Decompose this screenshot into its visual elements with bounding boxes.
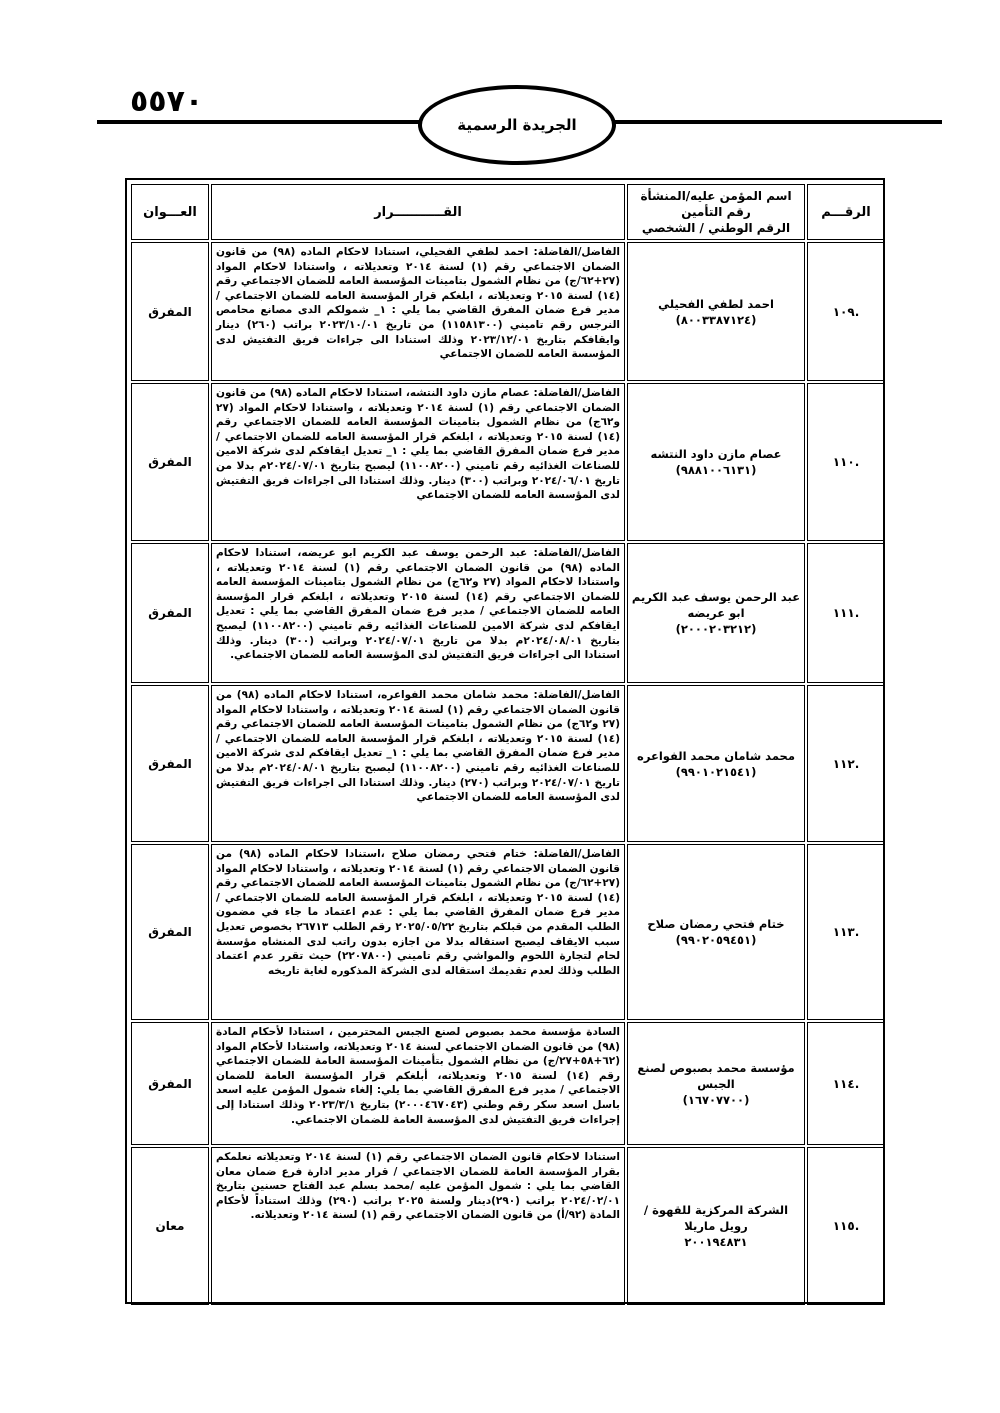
insurance-number: ٢٠٠١٩٤٨٣١	[684, 1235, 748, 1249]
decision-text: السادة مؤسسة محمد بصبوص لصنع الجبس المحترمين ، استنادا لأحكام المادة (٩٨) من قانون الضمان الاجتماعي لسنة ٢٠١٤ وتعديلاته، واستنادا لأحكام المواد (٦٢+٥٨+٢٧/ج) من نظام الشمول بتأمينات المؤسسة العامة للضمان الاجتماعي رقم (١٤) لسنة ٢٠١٥ وتعديلاته، أبلغكم قرار المؤسسة العامة للضمان الاجتماعي / مدير فرع المفرق القاضي بما يلي: إلغاء شمول المؤمن عليه اسعد باسل اسعد سكر رقم وطني (٢٠٠٠٤٦٧٠٤٣) بتاريخ ٢٠٢٣/٣/١ وذلك استنادا إلى إجراءات فريق التفتيش لدى المؤسسة العامة للضمان الاجتماعي.	[216, 1026, 620, 1126]
insured-name: عبد الرحمن يوسف عبد الكريم ابو عريضه	[631, 590, 801, 620]
row-address: المفرق	[131, 543, 209, 683]
row-address: المفرق	[131, 383, 209, 541]
row-name-cell	[627, 543, 805, 683]
decision-text: استنادا لاحكام قانون الضمان الاجتماعي رقم (١) لسنة ٢٠١٤ وتعديلاته نعلمكم بقرار المؤسسة العامة للضمان الاجتماعي / قرار مدير ادارة فرع ضمان معان القاضي بما يلي : شمول المؤمن عليه /محمد بسلم عبد الفتاح حسنين بتاريخ ٢٠٢٤/٠٢/٠١ براتب (٢٩٠)دينار ولسنة ٢٠٢٥ براتب (٢٩٠) وذلك استناداً لأحكام المادة (٩٢/أ) من قانون الضمان الاجتماعي رقم (١) لسنة ٢٠١٤ وتعديلاته.	[216, 1151, 620, 1222]
col-header-name	[627, 184, 805, 240]
row-address: معان	[131, 1147, 209, 1305]
gazette-title: الجريدة الرسمية	[457, 116, 577, 134]
decision-cell	[211, 242, 625, 381]
decision-text: الفاضل/الفاضلة: احمد لطفي الفحيلي، استنادا لاحكام الماده (٩٨) من قانون الضمان الاجتماعي رقم (١) لسنة ٢٠١٤ وتعديلاته ، واستنادا لاحكام المواد (٢٧+٦٢/ج) من نظام الشمول بتامينات المؤسسة العامه للضمان الاجتماعي رقم (١٤) لسنة ٢٠١٥ وتعديلاته ، ابلغكم قرار المؤسسة العامه للضمان الاجتماعي / مدير فرع ضمان المفرق القاضي بما يلي : ١_ شمولكم الدى مصانع محامص النرجس رقم تاميني (١١٥٨١٣٠٠) من تاريخ ٢٠٢٣/١٠/٠١ براتب (٢٦٠) دينار وايقافكم بتاريخ ٢٠٢٣/١٢/٠١ وذلك استنادا الى جراءات فريق التفتيش لدى المؤسسة العامه للضمان الاجتماعي	[216, 246, 620, 361]
decisions-table	[129, 182, 887, 1307]
decision-cell	[211, 383, 625, 541]
table-row	[131, 1022, 885, 1145]
row-number: .١١٣	[807, 844, 885, 1020]
col-header-decision: القـــــــــــرار	[211, 184, 625, 240]
col-header-name-line1: اسم المؤمن عليه/المنشأة	[640, 189, 792, 203]
row-number: .١٠٩	[807, 242, 885, 381]
table-row	[131, 685, 885, 842]
decision-cell	[211, 844, 625, 1020]
row-name-cell	[627, 242, 805, 381]
decision-text: الفاضل/الفاضلة: عصام مازن داود النتشه، استنادا لاحكام الماده (٩٨) من قانون الضمان الاجتماعي رقم (١) لسنة ٢٠١٤ وتعديلاته ، واستنادا لاحكام المواد (٢٧ و٦٢ج) من نظام الشمول بتامينات المؤسسة العامه للضمان الاجتماعي رقم (١٤) لسنة ٢٠١٥ وتعديلاته ، ابلغكم قرار المؤسسة العامه للضمان الاجتماعي / مدير فرع ضمان المفرق القاضي بما يلي : ١_ تعديل ايقافكم لدى شركة الامين للصناعات الغذائيه رقم تاميني (١١٠٠٨٢٠٠) ليصبح بتاريخ ٢٠٢٤/٠٧/٠١م بدلا من تاريخ ٢٠٢٤/٠٦/٠١ وبراتب (٣٠٠) دينار. وذلك استنادا الى اجراءات فريق التفتيش لدى المؤسسة العامه للضمان الاجتماعي	[216, 387, 620, 502]
table-row	[131, 1147, 885, 1305]
decisions-table-frame	[125, 178, 885, 1304]
insurance-number: (٩٩٠١٠٢١٥٤١)	[675, 764, 757, 779]
row-name-cell	[627, 383, 805, 541]
table-row	[131, 844, 885, 1020]
insurance-number: (١٦٧٠٧٧٠٠)	[682, 1092, 750, 1107]
insured-name: عصام مازن داود النتشه	[650, 447, 782, 461]
insurance-number: (٩٩٠٢٠٥٩٤٥١)	[675, 933, 757, 947]
row-address: المفرق	[131, 685, 209, 842]
col-header-name-line3: الرقم الوطني / الشخصي	[641, 221, 791, 235]
insured-name: احمد لطفي الفحيلي	[658, 296, 774, 311]
insurance-number: (٩٨٨١٠٠٦١٣١)	[675, 463, 757, 477]
row-number: .١١٢	[807, 685, 885, 842]
insurance-number: (٨٠٠٣٣٨٧١٢٤)	[675, 312, 757, 327]
table-header-row	[131, 184, 885, 240]
insured-name: الشركة المركزية للقهوة / رويل ماريلا	[643, 1203, 789, 1233]
row-number: .١١٥	[807, 1147, 885, 1305]
row-number: .١١٤	[807, 1022, 885, 1145]
table-row	[131, 383, 885, 541]
decision-text: الفاضل/الفاضلة: ختام فتحي رمضان صلاح ،استنادا لاحكام الماده (٩٨) من قانون الضمان الاجتماعي رقم (١) لسنة ٢٠١٤ وتعديلاته ، واستنادا لاحكام المواد (٢٧+٦٢/ج) من نظام الشمول بتامينات المؤسسة العامه للضمان الاجتماعي رقم (١٤) لسنة ٢٠١٥ وتعديلاته ، ابلغكم قرار المؤسسة العامه للضمان الاجتماعي / مدير فرع ضمان المفرق القاضي بما يلي : عدم اعتماد ما جاء في مضمون الطلب المقدم من قبلكم بتاريخ ٢٠٢٥/٠٥/٢٢ رقم الطلب ٢٦٧١٣ بخصوص تعديل سبب الايقاف ليصبح استقاله بدلا من اجازه بدون راتب لدى المنشاه مؤسسة لحام لتجارة اللحوم والمواشي رقم تاميني (٢٢٠٧٨٠٠) حيث تقرر عدم اعتماد الطلب وذلك لعدم تقديمك استقاله لدى الشركة المذكوره لغاية تاريخه	[216, 848, 621, 977]
row-number: .١١٠	[807, 383, 885, 541]
row-address: المفرق	[131, 844, 209, 1020]
row-number: .١١١	[807, 543, 885, 683]
decision-cell	[211, 1147, 625, 1305]
header-ellipse	[418, 85, 616, 165]
row-address: المفرق	[131, 242, 209, 381]
col-header-address: العـــوان	[131, 184, 209, 240]
row-name-cell	[627, 1147, 805, 1305]
col-header-number: الرقـــم	[807, 184, 885, 240]
page-number: ٥٥٧٠	[130, 84, 204, 119]
row-address: المفرق	[131, 1022, 209, 1145]
table-row	[131, 242, 885, 381]
insurance-number: (٢٠٠٠٢٠٣٢١٢)	[675, 622, 757, 636]
row-name-cell	[627, 685, 805, 842]
decision-cell	[211, 543, 625, 683]
decision-cell	[211, 685, 625, 842]
decision-cell	[211, 1022, 625, 1145]
col-header-name-line2: رقم التأمين	[681, 205, 751, 219]
insured-name: مؤسسة محمد بصبوص لصنع الجبس	[637, 1060, 795, 1091]
decision-text: الفاضل/الفاضلة: محمد شامان محمد الفواعره، استنادا لاحكام الماده (٩٨) من قانون الضمان الاجتماعي رقم (١) لسنة ٢٠١٤ وتعديلاته ، واستنادا لاحكام المواد (٢٧ و٦٢ج) من نظام الشمول بتامينات المؤسسة العامه للضمان الاجتماعي رقم (١٤) لسنة ٢٠١٥ وتعديلاته ، ابلغكم قرار المؤسسة العامه للضمان الاجتماعي / مدير فرع ضمان المفرق القاضي بما يلي : ١_ تعديل ايقافكم لدى شركة الامين للصناعات الغذائيه رقم تاميني (١١٠٠٨٢٠٠) ليصبح بتاريخ ٢٠٢٤/٠٨/٠١م بدلا من تاريخ ٢٠٢٤/٠٧/٠١ وبراتب (٢٧٠) دينار. وذلك استنادا الى اجراءات فريق التفتيش لدى المؤسسة العامه للضمان الاجتماعي	[216, 689, 620, 804]
row-name-cell	[627, 844, 805, 1020]
insured-name: ختام فتحي رمضان صلاح	[647, 917, 785, 931]
row-name-cell	[627, 1022, 805, 1145]
table-row	[131, 543, 885, 683]
decision-text: الفاضل/الفاضلة: عبد الرحمن يوسف عبد الكريم ابو عريضه، استنادا لاحكام الماده (٩٨) من قانون الضمان الاجتماعي رقم (١) لسنة ٢٠١٤ وتعديلاته ، واستنادا لاحكام المواد (٢٧ و٦٢ج) من نظام الشمول بتامينات المؤسسة العامه للضمان الاجتماعي رقم (١٤) لسنة ٢٠١٥ وتعديلاته ، ابلغكم قرار المؤسسة العامه للضمان الاجتماعي / مدير فرع ضمان المفرق القاضي بما يلي : تعديل ايقافكم لدى شركة الامين للصناعات الغذائيه رقم تاميني (١١٠٠٨٢٠٠) ليصبح بتاريخ ٢٠٢٤/٠٨/٠١م بدلا من تاريخ ٢٠٢٤/٠٧/٠١ وبراتب (٣٠٠) دينار. وذلك استنادا الى اجراءات فريق التفتيش لدى المؤسسة العامه للضمان الاجتماعي.	[216, 547, 620, 662]
insured-name: محمد شامان محمد الفواعره	[637, 748, 795, 763]
